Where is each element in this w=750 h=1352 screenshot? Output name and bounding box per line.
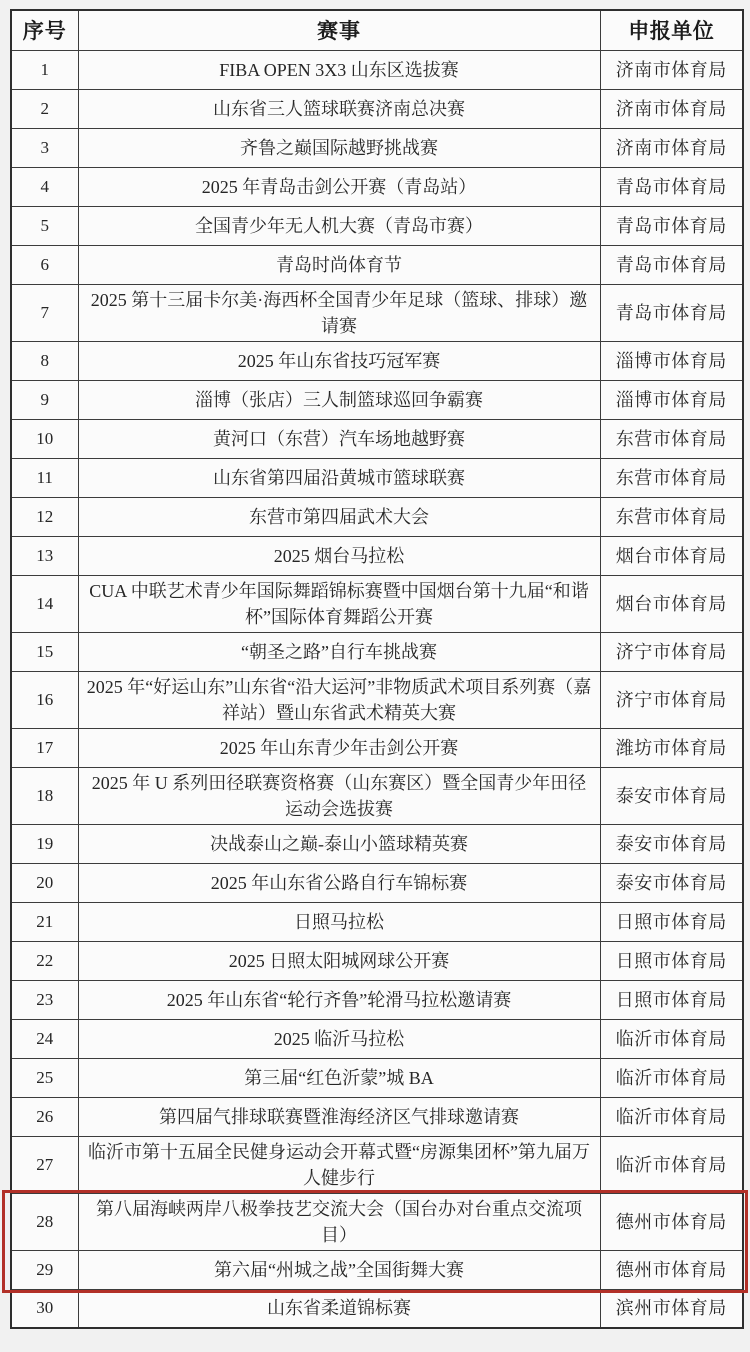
unit-cell: 青岛市体育局 bbox=[600, 284, 743, 341]
table-row bbox=[11, 575, 743, 632]
row-number-cell: 4 bbox=[11, 167, 78, 206]
row-number-cell: 7 bbox=[11, 284, 78, 341]
row-number-cell: 10 bbox=[11, 419, 78, 458]
event-name-cell: 2025 年山东省技巧冠军赛 bbox=[78, 341, 600, 380]
row-number-cell: 14 bbox=[11, 575, 78, 632]
events-table-body bbox=[11, 50, 743, 1328]
unit-cell: 临沂市体育局 bbox=[600, 1097, 743, 1136]
unit-cell: 济南市体育局 bbox=[600, 89, 743, 128]
header-cell-event: 赛事 bbox=[78, 10, 600, 50]
row-number-cell: 18 bbox=[11, 767, 78, 824]
row-number-cell: 21 bbox=[11, 902, 78, 941]
event-name-cell: 2025 年青岛击剑公开赛（青岛站） bbox=[78, 167, 600, 206]
table-row bbox=[11, 1289, 743, 1328]
row-number-cell: 25 bbox=[11, 1058, 78, 1097]
table-row bbox=[11, 497, 743, 536]
unit-cell: 青岛市体育局 bbox=[600, 245, 743, 284]
header-row bbox=[11, 10, 743, 50]
row-number-cell: 9 bbox=[11, 380, 78, 419]
row-number-cell: 12 bbox=[11, 497, 78, 536]
table-row bbox=[11, 458, 743, 497]
table-row bbox=[11, 902, 743, 941]
unit-cell: 青岛市体育局 bbox=[600, 206, 743, 245]
row-number-cell: 6 bbox=[11, 245, 78, 284]
table-row bbox=[11, 341, 743, 380]
event-name-cell: 东营市第四届武术大会 bbox=[78, 497, 600, 536]
table-row bbox=[11, 863, 743, 902]
unit-cell: 临沂市体育局 bbox=[600, 1019, 743, 1058]
unit-cell: 东营市体育局 bbox=[600, 419, 743, 458]
unit-cell: 泰安市体育局 bbox=[600, 767, 743, 824]
event-name-cell: 2025 年山东青少年击剑公开赛 bbox=[78, 728, 600, 767]
row-number-cell: 5 bbox=[11, 206, 78, 245]
unit-cell: 东营市体育局 bbox=[600, 497, 743, 536]
event-name-cell: “朝圣之路”自行车挑战赛 bbox=[78, 632, 600, 671]
event-name-cell: 第三届“红色沂蒙”城 BA bbox=[78, 1058, 600, 1097]
unit-cell: 泰安市体育局 bbox=[600, 824, 743, 863]
unit-cell: 济宁市体育局 bbox=[600, 632, 743, 671]
unit-cell: 潍坊市体育局 bbox=[600, 728, 743, 767]
table-row bbox=[11, 245, 743, 284]
unit-cell: 淄博市体育局 bbox=[600, 380, 743, 419]
event-name-cell: 全国青少年无人机大赛（青岛市赛） bbox=[78, 206, 600, 245]
event-name-cell: 山东省第四届沿黄城市篮球联赛 bbox=[78, 458, 600, 497]
event-name-cell: CUA 中联艺术青少年国际舞蹈锦标赛暨中国烟台第十九届“和谐杯”国际体育舞蹈公开赛 bbox=[78, 575, 600, 632]
unit-cell: 日照市体育局 bbox=[600, 902, 743, 941]
row-number-cell: 30 bbox=[11, 1289, 78, 1328]
event-name-cell: 2025 临沂马拉松 bbox=[78, 1019, 600, 1058]
table-row bbox=[11, 1058, 743, 1097]
row-number-cell: 16 bbox=[11, 671, 78, 728]
unit-cell: 临沂市体育局 bbox=[600, 1058, 743, 1097]
event-name-cell: 青岛时尚体育节 bbox=[78, 245, 600, 284]
unit-cell: 日照市体育局 bbox=[600, 941, 743, 980]
table-row bbox=[11, 50, 743, 89]
unit-cell: 青岛市体育局 bbox=[600, 167, 743, 206]
header-cell-unit: 申报单位 bbox=[600, 10, 743, 50]
table-row bbox=[11, 167, 743, 206]
event-name-cell: 2025 年山东省公路自行车锦标赛 bbox=[78, 863, 600, 902]
table-row bbox=[11, 380, 743, 419]
table-row bbox=[11, 767, 743, 824]
row-number-cell: 11 bbox=[11, 458, 78, 497]
row-number-cell: 24 bbox=[11, 1019, 78, 1058]
events-table-header bbox=[11, 10, 743, 50]
table-row bbox=[11, 89, 743, 128]
event-name-cell: 日照马拉松 bbox=[78, 902, 600, 941]
row-number-cell: 29 bbox=[11, 1250, 78, 1289]
event-name-cell: 第六届“州城之战”全国街舞大赛 bbox=[78, 1250, 600, 1289]
row-number-cell: 26 bbox=[11, 1097, 78, 1136]
table-row bbox=[11, 419, 743, 458]
table-row bbox=[11, 1019, 743, 1058]
row-number-cell: 27 bbox=[11, 1136, 78, 1193]
row-number-cell: 28 bbox=[11, 1193, 78, 1250]
row-number-cell: 17 bbox=[11, 728, 78, 767]
table-row bbox=[11, 128, 743, 167]
event-name-cell: 2025 年“好运山东”山东省“沿大运河”非物质武术项目系列赛（嘉祥站）暨山东省武术精英大赛 bbox=[78, 671, 600, 728]
row-number-cell: 20 bbox=[11, 863, 78, 902]
row-number-cell: 8 bbox=[11, 341, 78, 380]
event-name-cell: 2025 烟台马拉松 bbox=[78, 536, 600, 575]
event-name-cell: 临沂市第十五届全民健身运动会开幕式暨“房源集团杯”第九届万人健步行 bbox=[78, 1136, 600, 1193]
table-row bbox=[11, 284, 743, 341]
events-table bbox=[10, 9, 744, 1329]
unit-cell: 烟台市体育局 bbox=[600, 536, 743, 575]
unit-cell: 东营市体育局 bbox=[600, 458, 743, 497]
event-name-cell: 2025 年 U 系列田径联赛资格赛（山东赛区）暨全国青少年田径运动会选拔赛 bbox=[78, 767, 600, 824]
table-row bbox=[11, 1250, 743, 1289]
row-number-cell: 15 bbox=[11, 632, 78, 671]
unit-cell: 济南市体育局 bbox=[600, 50, 743, 89]
table-row bbox=[11, 728, 743, 767]
event-name-cell: 黄河口（东营）汽车场地越野赛 bbox=[78, 419, 600, 458]
event-name-cell: 山东省三人篮球联赛济南总决赛 bbox=[78, 89, 600, 128]
table-row bbox=[11, 536, 743, 575]
unit-cell: 泰安市体育局 bbox=[600, 863, 743, 902]
row-number-cell: 1 bbox=[11, 50, 78, 89]
row-number-cell: 22 bbox=[11, 941, 78, 980]
table-row bbox=[11, 1193, 743, 1250]
row-number-cell: 3 bbox=[11, 128, 78, 167]
row-number-cell: 19 bbox=[11, 824, 78, 863]
event-name-cell: 2025 第十三届卡尔美·海西杯全国青少年足球（篮球、排球）邀请赛 bbox=[78, 284, 600, 341]
row-number-cell: 23 bbox=[11, 980, 78, 1019]
event-name-cell: 山东省柔道锦标赛 bbox=[78, 1289, 600, 1328]
table-row bbox=[11, 824, 743, 863]
event-name-cell: 淄博（张店）三人制篮球巡回争霸赛 bbox=[78, 380, 600, 419]
table-row bbox=[11, 671, 743, 728]
table-row bbox=[11, 632, 743, 671]
unit-cell: 济宁市体育局 bbox=[600, 671, 743, 728]
event-name-cell: 第四届气排球联赛暨淮海经济区气排球邀请赛 bbox=[78, 1097, 600, 1136]
unit-cell: 日照市体育局 bbox=[600, 980, 743, 1019]
event-name-cell: 决战泰山之巅-泰山小篮球精英赛 bbox=[78, 824, 600, 863]
unit-cell: 淄博市体育局 bbox=[600, 341, 743, 380]
unit-cell: 德州市体育局 bbox=[600, 1193, 743, 1250]
table-row bbox=[11, 980, 743, 1019]
unit-cell: 德州市体育局 bbox=[600, 1250, 743, 1289]
event-name-cell: 2025 年山东省“轮行齐鲁”轮滑马拉松邀请赛 bbox=[78, 980, 600, 1019]
table-row bbox=[11, 1136, 743, 1193]
table-row bbox=[11, 1097, 743, 1136]
row-number-cell: 13 bbox=[11, 536, 78, 575]
event-name-cell: 2025 日照太阳城网球公开赛 bbox=[78, 941, 600, 980]
unit-cell: 滨州市体育局 bbox=[600, 1289, 743, 1328]
unit-cell: 临沂市体育局 bbox=[600, 1136, 743, 1193]
table-row bbox=[11, 941, 743, 980]
event-name-cell: FIBA OPEN 3X3 山东区选拔赛 bbox=[78, 50, 600, 89]
event-name-cell: 第八届海峡两岸八极拳技艺交流大会（国台办对台重点交流项目） bbox=[78, 1193, 600, 1250]
unit-cell: 济南市体育局 bbox=[600, 128, 743, 167]
row-number-cell: 2 bbox=[11, 89, 78, 128]
table-row bbox=[11, 206, 743, 245]
unit-cell: 烟台市体育局 bbox=[600, 575, 743, 632]
header-cell-number: 序号 bbox=[11, 10, 78, 50]
event-name-cell: 齐鲁之巅国际越野挑战赛 bbox=[78, 128, 600, 167]
